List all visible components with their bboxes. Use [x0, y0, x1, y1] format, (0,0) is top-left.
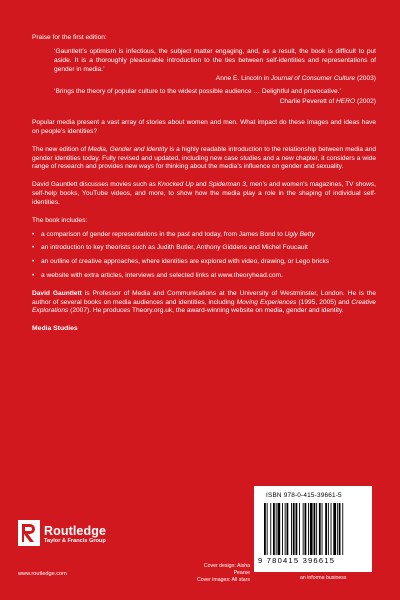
cover-design-credit: Cover design: Aisha Pearse	[203, 563, 250, 576]
list-item: • an introduction to key theorists such as Judith Butler, Anthony Giddens and Michel Foucault	[32, 244, 376, 253]
intro-paragraph: Popular media present a vast array of stories about women and men. What impact do these images and ideas have on people’s identities?	[32, 119, 376, 135]
quote-1-attribution: Anne E. Lincoln in Journal of Consumer Culture (2003)	[215, 75, 376, 83]
barcode-box	[254, 486, 372, 572]
cover-images-credit: Cover images: All stars	[196, 576, 250, 583]
isbn-label: ISBN 978-0-415-39661-5	[266, 492, 342, 499]
informa-tagline: an informa business	[300, 575, 347, 581]
author-bio: David Gauntlett is Professor of Media and Communications at the University of Westminster, London. He is the author of several books on media audiences and identities, including Moving Experiences (1995, 2005) and Creative Explorations (2007). He produces Theory.org.uk, the award-winning website on media, gender and identity.	[32, 289, 376, 315]
includes-list	[32, 231, 376, 281]
description-paragraph: The new edition of Media, Gender and Identity is a highly readable introduction to the relationship between media and gender identities today. Fully revised and updated, including new case studies and a new chapter, it considers a wide range of research and provides new ways for thinking about the media’s influence on gender and sexuality.	[32, 145, 376, 171]
praise-heading: Praise for the first edition:	[32, 34, 107, 41]
list-item: • a comparison of gender representations in the past and today, from James Bond to Ugly Betty	[32, 231, 376, 240]
barcode-icon	[264, 503, 362, 555]
quote-2-attribution: Charlie Peverett of HERO (2002)	[279, 98, 376, 106]
back-cover-text	[32, 34, 376, 339]
list-item: • an outline of creative approaches, where identities are explored with video, drawing, or Lego bricks	[32, 258, 376, 267]
barcode-number: 9 780415 396615	[258, 556, 336, 565]
quote-2: ‘Brings the theory of popular culture to the widest possible audience … Delightful and provocative.’	[54, 88, 341, 96]
routledge-logo-icon	[18, 520, 40, 546]
subject-category: Media Studies	[32, 325, 78, 333]
publisher-subtitle: Taylor & Francis Group	[44, 538, 106, 544]
publisher-url[interactable]: www.routledge.com	[18, 571, 67, 577]
discussion-paragraph: David Gauntlett discusses movies such as Knocked Up and Spiderman 3, men’s and women’s magazines, TV shows, self-help books, YouTube videos, and more, to show how the media play a role in the shaping of individual self-identities.	[32, 181, 376, 206]
cover-credits	[190, 563, 250, 583]
publisher-name: Routledge	[44, 524, 107, 538]
includes-heading: The book includes:	[32, 216, 88, 224]
list-item: • a website with extra articles, interviews and selected links at www.theoryhead.com.	[32, 272, 376, 281]
quote-1: ‘Gauntlett’s optimism is infectious, the subject matter engaging, and, as a result, the book is difficult to put aside. It is a thoroughly pleasurable introduction to the ties between self-identities and representations of gender in media.’	[54, 48, 376, 73]
